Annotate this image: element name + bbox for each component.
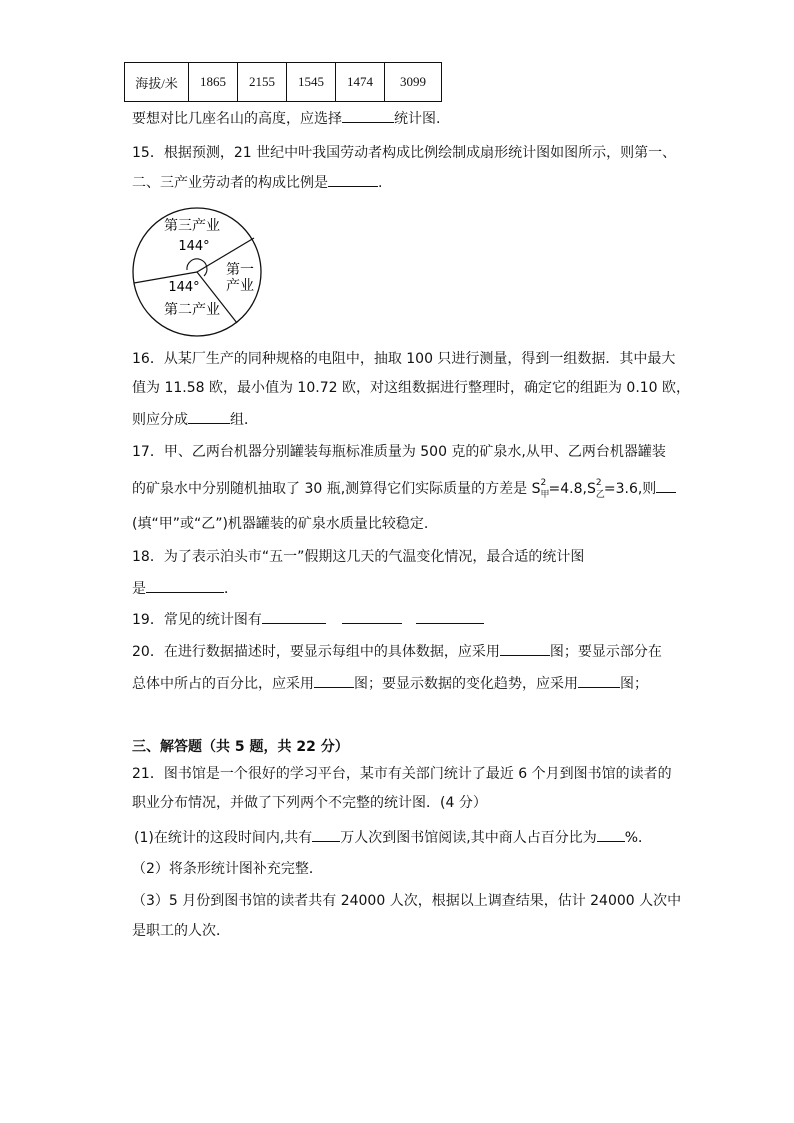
q18-line1: 18．为了表示泊头市“五一”假期这几天的气温变化情况，最合适的统计图 xyxy=(132,549,585,565)
label-second-industry: 第二产业 xyxy=(164,302,220,318)
q14-tail: 要想对比几座名山的高度，应选择 统计图. xyxy=(132,108,440,129)
section-3-title: 三、解答题（共 5 题，共 22 分） xyxy=(132,739,349,755)
label-first-industry-1: 第一 xyxy=(226,262,254,278)
answer-blank xyxy=(314,673,354,688)
answer-blank xyxy=(416,609,484,624)
q16-line1: 16．从某厂生产的同种规格的电阻中，抽取 100 只进行测量，得到一组数据．其中最大 xyxy=(132,351,676,367)
table-header-cell: 海拔/米 xyxy=(125,63,189,102)
answer-blank xyxy=(342,108,394,123)
answer-blank xyxy=(597,827,625,842)
table-cell: 1474 xyxy=(336,63,385,102)
altitude-table xyxy=(124,62,442,102)
answer-blank xyxy=(578,673,620,688)
answer-blank xyxy=(146,578,224,593)
q20-line2: 总体中所占的百分比，应采用 图；要显示数据的变化趋势，应采用 图； xyxy=(132,673,648,694)
answer-blank xyxy=(342,609,402,624)
answer-blank xyxy=(500,641,550,656)
table-cell: 1545 xyxy=(287,63,336,102)
answer-blank xyxy=(262,609,326,624)
label-third-angle: 144° xyxy=(178,239,210,254)
q21-line2: 职业分布情况，并做了下列两个不完整的统计图．(4 分） xyxy=(132,795,487,811)
q21-part3-line2: 是职工的人次． xyxy=(132,923,230,939)
q21-part1: (1)在统计的这段时间内,共有 万人次到图书馆阅读,其中商人占百分比为 %． xyxy=(134,827,652,848)
q20-line1: 20．在进行数据描述时，要显示每组中的具体数据，应采用 图；要显示部分在 xyxy=(132,641,662,662)
table-cell: 2155 xyxy=(238,63,287,102)
table-row xyxy=(125,63,442,102)
q17-line3: (填“甲”或“乙”)机器罐装的矿泉水质量比较稳定. xyxy=(132,516,429,532)
label-first-industry-2: 产业 xyxy=(226,278,254,294)
q15-line2: 二、三产业劳动者的构成比例是 . xyxy=(132,172,382,193)
answer-blank xyxy=(188,409,230,424)
table-cell: 3099 xyxy=(385,63,442,102)
q16-line3: 则应分成 组． xyxy=(132,409,258,430)
answer-blank xyxy=(312,827,340,842)
table-cell: 1865 xyxy=(189,63,238,102)
q21-part2: （2）将条形统计图补充完整． xyxy=(132,861,323,877)
label-second-angle: 144° xyxy=(168,280,200,295)
pie-figure xyxy=(130,205,264,339)
answer-blank xyxy=(328,172,378,187)
q21-line1: 21．图书馆是一个很好的学习平台，某市有关部门统计了最近 6 个月到图书馆的读者的 xyxy=(132,766,672,782)
q16-line2: 值为 11.58 欧，最小值为 10.72 欧，对这组数据进行整理时，确定它的组距为 0.10 欧， xyxy=(132,380,691,396)
q18-line2: 是 ． xyxy=(132,578,238,599)
q19: 19．常见的统计图有 xyxy=(132,609,484,630)
answer-blank xyxy=(656,478,676,493)
q17-line2: 的矿泉水中分别随机抽取了 30 瓶,测算得它们实际质量的方差是 S 2 甲 =4.8,S 2 乙 =3.6,则 xyxy=(132,478,676,499)
q21-part3-line1: （3）5 月份到图书馆的读者共有 24000 人次，根据以上调查结果，估计 24000 人次中 xyxy=(132,893,682,909)
q17-line1: 17．甲、乙两台机器分别罐装每瓶标准质量为 500 克的矿泉水,从甲、乙两台机器罐装 xyxy=(132,444,666,460)
q15-line1: 15．根据预测，21 世纪中叶我国劳动者构成比例绘制成扇形统计图如图所示，则第一、 xyxy=(132,145,677,161)
label-third-industry: 第三产业 xyxy=(164,218,220,234)
